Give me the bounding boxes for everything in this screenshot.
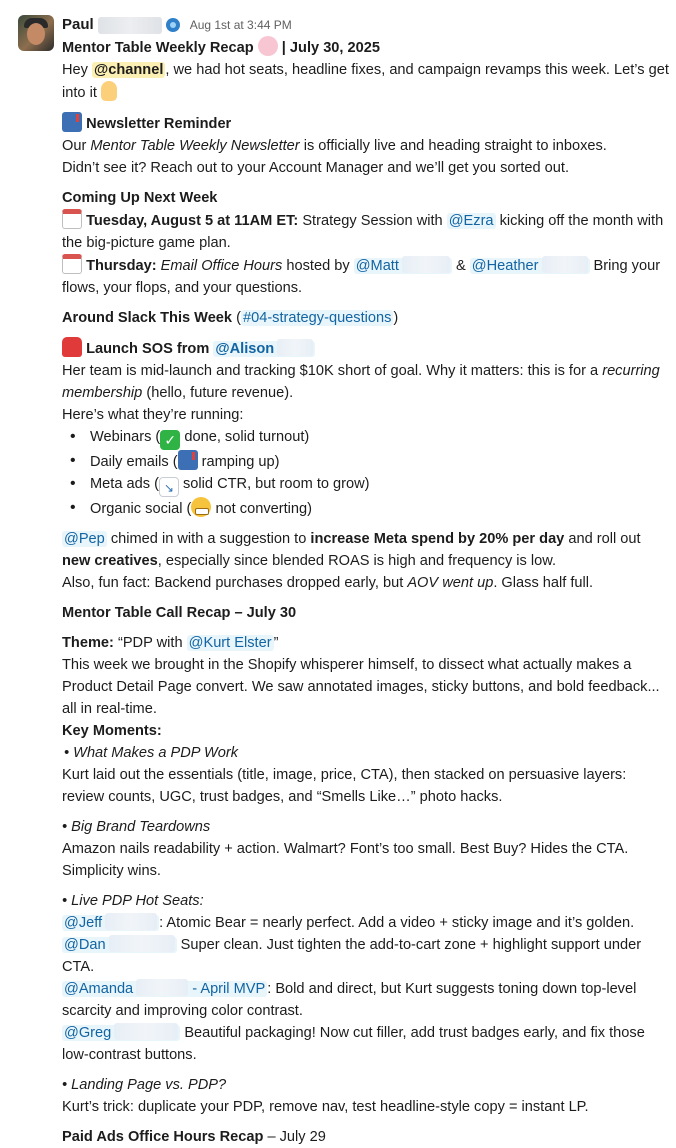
next-week-item-1: Tuesday, August 5 at 11AM ET: Strategy Session with @Ezra kicking off the month with the big-picture game plan. (62, 209, 670, 254)
siren-icon (62, 337, 82, 357)
mailbox-icon (62, 112, 82, 132)
paid-ads-heading: Paid Ads Office Hours Recap – July 29 (62, 1129, 326, 1145)
mention-alison[interactable]: @Alison (213, 341, 315, 357)
moment-1-text: Kurt laid out the essentials (title, image, price, CTA), then stacked on persuasive layers: review counts, UGC, trust badges, and “Smells Like…” photo hacks. (62, 767, 627, 805)
brain-icon (258, 36, 278, 56)
mailbox-icon (178, 450, 198, 470)
status-badge-icon (166, 18, 180, 32)
fun-fact: Also, fun fact: Backend purchases dropped early, but AOV went up. Glass half full. (62, 575, 594, 591)
calendar-icon (62, 254, 82, 274)
avatar-face (27, 23, 45, 45)
timestamp[interactable]: Aug 1st at 3:44 PM (189, 18, 292, 32)
mention-amanda[interactable]: @Amanda - April MVP (64, 981, 266, 997)
mention-matt[interactable]: @Matt (354, 258, 452, 274)
moment-2-text: Amazon nails readability + action. Walmart? Font’s too small. Best Buy? Hides the CTA. Simplicity wins. (62, 841, 629, 879)
redacted-surname (98, 17, 162, 34)
chart-down-icon: ↘ (159, 477, 179, 497)
newsletter-line2: Didn’t see it? Reach out to your Account Manager and we’ll get you sorted out. (62, 160, 570, 176)
hot-seat-1: @Jeff : Atomic Bear = nearly perfect. Add a video + sticky image and it’s golden. (64, 915, 635, 931)
mention-ezra[interactable]: @Ezra (448, 213, 494, 229)
moment-3-title: • Live PDP Hot Seats: (62, 893, 204, 909)
mention-jeff[interactable]: @Jeff (62, 915, 159, 931)
hot-seat-2: @Dan Super clean. Just tighten the add-to-cart zone + highlight support under CTA. (62, 937, 642, 975)
around-slack-heading: Around Slack This Week ( #04-strategy-questions ) (62, 310, 399, 326)
recap-title: Mentor Table Weekly Recap | July 30, 2025 (62, 36, 670, 59)
newsletter-heading: Newsletter Reminder (62, 112, 670, 135)
mention-pep[interactable]: @Pep (64, 531, 105, 547)
mention-kurt[interactable]: @Kurt Elster (188, 635, 272, 651)
running-list (62, 426, 670, 520)
check-icon: ✓ (160, 430, 180, 450)
next-week-item-2: Thursday: Email Office Hours hosted by @Matt & @Heather Bring your flows, your flops, and your questions. (62, 254, 670, 299)
list-item: • Organic social ( not converting) (70, 497, 670, 520)
avatar[interactable] (18, 15, 54, 51)
moment-4-title: • Landing Page vs. PDP? (62, 1077, 227, 1093)
newsletter-line1: Our Mentor Table Weekly Newsletter is officially live and heading straight to inboxes. (62, 138, 607, 154)
pep-suggestion: @Pep chimed in with a suggestion to increase Meta spend by 20% per day and roll out new creatives, especially since blended ROAS is high and frequency is low. (62, 531, 641, 569)
list-item: • Meta ads ( ↘ solid CTR, but room to grow) (70, 473, 670, 497)
theme-line: Theme: “PDP with @Kurt Elster ” (62, 635, 279, 651)
next-week-heading: Coming Up Next Week (62, 190, 218, 206)
author-name[interactable]: Paul (62, 16, 94, 33)
list-item: • Daily emails ( ramping up) (70, 450, 670, 473)
call-description: This week we brought in the Shopify whisperer himself, to dissect what actually makes a Product Detail Page convert. We saw annotated images, sticky buttons, and bold feedback... all in real-time. (62, 657, 660, 717)
message-header (62, 14, 670, 36)
mention-greg[interactable]: @Greg (62, 1025, 180, 1041)
hot-seat-3: @Amanda - April MVP : Bold and direct, but Kurt suggests toning down top-level scarcity and improving color contrast. (62, 981, 637, 1019)
key-moments-label: Key Moments: (62, 723, 162, 739)
channel-mention[interactable]: @channel (94, 62, 164, 78)
moment-2-title: • Big Brand Teardowns (62, 819, 211, 835)
launch-para-1: Her team is mid-launch and tracking $10K short of goal. Why it matters: this is for a recurring membership (hello, future revenue). (62, 363, 660, 401)
call-recap-heading: Mentor Table Call Recap – July 30 (62, 605, 297, 621)
mention-heather[interactable]: @Heather (470, 258, 590, 274)
grimace-icon (191, 497, 211, 517)
moment-1-title: • What Makes a PDP Work (64, 745, 239, 761)
mention-dan[interactable]: @Dan (62, 937, 177, 953)
hot-seat-4: @Greg Beautiful packaging! Now cut filler, add trust badges early, and fix those low-contrast buttons. (62, 1025, 645, 1063)
launch-heading: Launch SOS from @Alison (62, 337, 670, 360)
calendar-icon (62, 209, 82, 229)
channel-link[interactable]: #04-strategy-questions (242, 310, 392, 326)
message-body (62, 14, 670, 1148)
moment-4-text: Kurt’s trick: duplicate your PDP, remove nav, test headline-style copy = instant LP. (62, 1099, 589, 1115)
launch-para-2: Here’s what they’re running: (62, 407, 244, 423)
point-down-icon (101, 81, 117, 101)
list-item: • Webinars ( ✓ done, solid turnout) (70, 426, 670, 450)
intro-text: Hey @channel , we had hot seats, headline fixes, and campaign revamps this week. Let’s get into it (62, 62, 669, 101)
